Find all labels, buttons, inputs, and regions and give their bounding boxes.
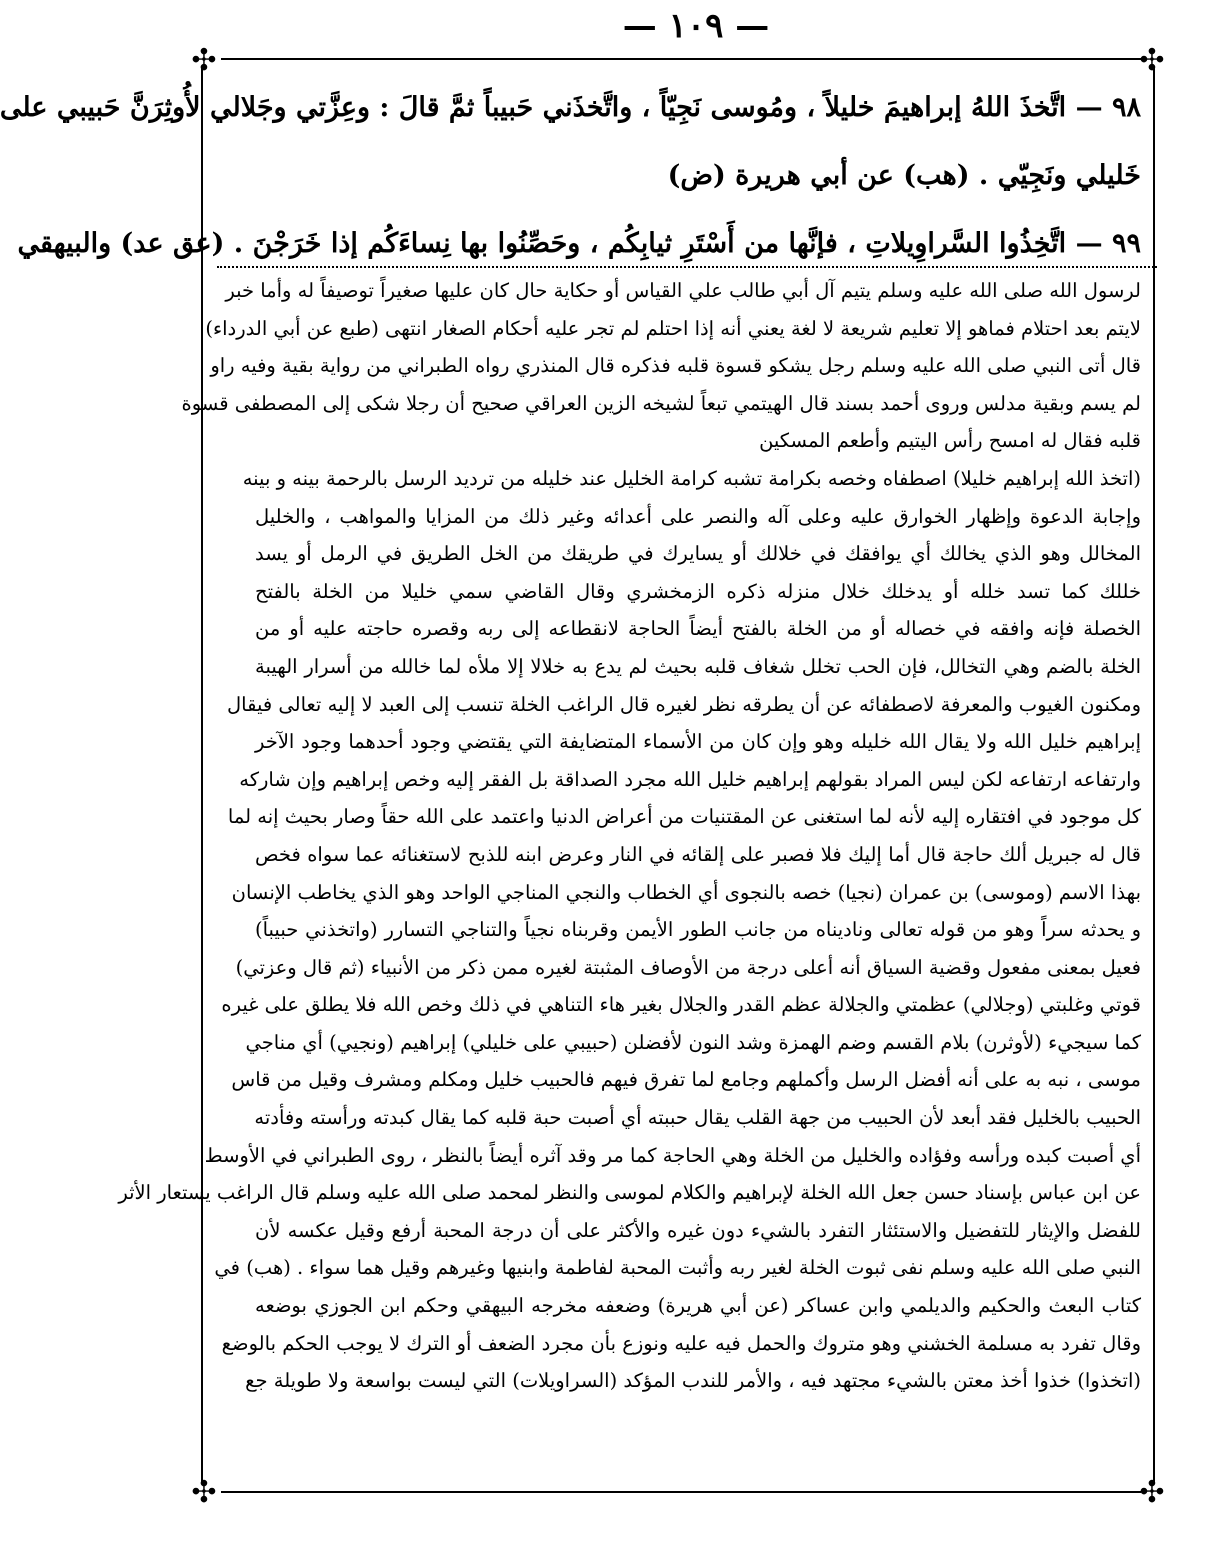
commentary-line: قوتي وغلبتي (وجلالي) عظمتي والجلالة عظم القدر والجلال بغير هاء التناهي في ذلك وخص الله فلا يطلق على غيره xyxy=(221,993,1141,1017)
commentary-line: (اتخذ الله إبراهيم خليلا) اصطفاه وخصه بكرامة تشبه كرامة الخليل عند خليله من ترديد الرسل بالرحمة بينه و بينه xyxy=(242,466,1141,490)
commentary-line: وقال تفرد به مسلمة الخشني وهو متروك والحمل فيه عليه ونوزع بأن مجرد الضعف أو الترك لا يوجب الحكم بالوضع xyxy=(221,1331,1141,1355)
commentary-line: لايتم بعد احتلام فماهو إلا تعليم شريعة لا لغة يعني أنه إذا احتلم لم تجر عليه أحكام الصغار انتهى (طبع عن أبي الدرداء) xyxy=(205,316,1141,340)
commentary-line: لرسول الله صلى الله عليه وسلم يتيم آل أبي طالب علي القياس أو حكاية حال كان عليها صغيراً توصيفاً له وأما خبر xyxy=(225,279,1141,302)
commentary-line: كتاب البعث والحكيم والديلمي وابن عساكر (عن أبي هريرة) وضعفه مخرجه البيهقي وحكم ابن الجوزي بوضعه xyxy=(255,1294,1141,1318)
commentary-line: المخالل وهو الذي يخالك أي يوافقك في خلالك أو يسايرك في طريقك من الخل الطريق في الرمل أو يسد xyxy=(255,542,1141,566)
commentary-line: لم يسم وبقية مدلس وروى أحمد بسند قال الهيتمي تبعاً لشيخه الزين العراقي صحيح أن رجلا شكى إلى المصطفى قسوة xyxy=(181,391,1141,415)
commentary-line: عن ابن عباس بإسناد حسن جعل الله الخلة لإبراهيم والكلام لموسى والنظر لمحمد صلى الله عليه وسلم قال الراغب يستعار الأثر xyxy=(118,1181,1141,1205)
commentary-line: أي أصبت كبده ورأسه وفؤاده والخليل من الخلة وهي الحاجة كما مر وقد آثره أيضاً بالنظر ، روى الطبراني في الأوسط xyxy=(204,1143,1141,1167)
frame-bottom-rule xyxy=(221,1491,1141,1493)
commentary-line: خللك كما تسد خلله أو يدخلك خلال منزله ذكره الزمخشري وقال القاضي سمي خليلا من الخلة بالفتح xyxy=(255,579,1141,603)
frame-top-rule xyxy=(221,58,1141,60)
corner-ornament-icon: ✣ xyxy=(1139,1475,1165,1510)
page-number: — ١٠٩ — xyxy=(622,6,770,46)
commentary-line: النبي صلى الله عليه وسلم نفى ثبوت الخلة لغير ربه وأثبت المحبة لفاطمة وابنيها وغيرهم وقيل هما سواء . (هب) في xyxy=(214,1256,1141,1280)
corner-ornament-icon: ✣ xyxy=(191,43,217,78)
commentary-block xyxy=(118,272,1141,1400)
commentary-line: كما سيجيء (لأوثرن) بلام القسم وضم الهمزة وشد النون لأفضلن (حبيبي على خليلي) إبراهيم (ونجيي) أي مناجي xyxy=(245,1030,1141,1054)
commentary-line: الخصلة فإنه وافقه في خصاله أو من الخلة بالفتح أيضاً الحاجة لانقطاعه إلى ربه وقصره حاجته عليه أو من xyxy=(255,617,1141,641)
frame-left-rule xyxy=(201,68,203,1483)
commentary-line: وارتفاعه ارتفاعه لكن ليس المراد بقولهم إبراهيم خليل الله مجرد الصداقة بل الفقر إليه وخص إبراهيم وإن شاركه xyxy=(239,767,1141,791)
commentary-line: كل موجود في افتقاره إليه لأنه لما استغنى عن المقتنيات من أعراض الدنيا واعتمد على الله حقاً وصار بحيث إنه لما xyxy=(227,805,1141,829)
frame-right-rule xyxy=(1153,68,1155,1483)
commentary-line: وإجابة الدعوة وإظهار الخوارق عليه وعلى آله والنصر على أعدائه وغير ذلك من المزايا والمواهب ، والخليل xyxy=(255,504,1141,528)
commentary-line: الخلة بالضم وهي التخالل، فإن الحب تخلل شغاف قلبه بحيث لم يدع به خلالا إلا ملأه لما خالله من أسرار الهيبة xyxy=(255,654,1141,678)
corner-ornament-icon: ✣ xyxy=(191,1475,217,1510)
hadith-line: ٩٨ — اتَّخذَ اللهُ إبراهيمَ خليلاً ، ومُوسى نَجِيّاً ، واتَّخذَني حَبيباً ثمَّ قالَ : وعِزَّتي وجَلالي لأُوثِرَنَّ حَبيبي على xyxy=(0,92,1141,123)
commentary-line: بهذا الاسم (وموسى) بن عمران (نجيا) خصه بالنجوى أي الخطاب والنجي المناجي الواحد وهو الذي يخاطب الإنسان xyxy=(231,880,1141,904)
commentary-line: و يحدثه سراً وهو من قوله تعالى وناديناه من جانب الطور الأيمن وقربناه نجياً والتناجي التسارر (واتخذني حبيباً) xyxy=(255,918,1141,942)
commentary-line: قلبه فقال له امسح رأس اليتيم وأطعم المسكين xyxy=(759,429,1141,453)
commentary-line: إبراهيم خليل الله ولا يقال الله خليله وهو وإن كان من الأسماء المتضايفة التي يقتضي وجود أحدهما وجود الآخر xyxy=(255,730,1141,754)
commentary-line: قال له جبريل ألك حاجة قال أما إليك فلا فصبر على إلقائه في النار وعرض ابنه للذبح لاستغنائه عما سواه فخص xyxy=(255,842,1141,866)
dotted-separator xyxy=(217,266,1157,268)
commentary-line: ومكنون الغيوب والمعرفة لاصطفائه عن أن يطرقه نظر لغيره قال الراغب الخلة تنسب إلى العبد لا إليه تعالى فيقال xyxy=(227,692,1141,716)
hadith-line: ٩٩ — اتَّخِذُوا السَّراوِيلاتِ ، فإنَّها من أَسْتَرِ ثيابِكُم ، وحَصِّنُوا بها نِساءَكُم إذا خَرَجْنَ . (عق عد) والبيهقي xyxy=(17,228,1141,259)
hadith-line: خَليلي ونَجِيّي . (هب) عن أبي هريرة (ض) xyxy=(667,160,1141,191)
commentary-line: فعيل بمعنى مفعول وقضية السياق أنه أعلى درجة من الأوصاف المثبتة لغيره ممن ذكر من الأنبياء (ثم قال وعزتي) xyxy=(235,955,1141,979)
hadith-text-block xyxy=(0,74,1141,278)
commentary-line: موسى ، نبه به على أنه أفضل الرسل وأكملهم وجامع لما تفرق فيهم فالحبيب خليل ومكلم ومشرف وقيل من قاس xyxy=(231,1068,1141,1092)
commentary-line: قال أتى النبي صلى الله عليه وسلم رجل يشكو قسوة قلبه فذكره قال المنذري رواه الطبراني من رواية بقية وفيه راو xyxy=(210,354,1141,378)
commentary-line: (اتخذوا) خذوا أخذ معتن بالشيء مجتهد فيه ، والأمر للندب المؤكد (السراويلات) التي ليست بواسعة ولا طويلة جع xyxy=(245,1369,1141,1393)
corner-ornament-icon: ✣ xyxy=(1139,43,1165,78)
commentary-line: للفضل والإيثار للتفضيل والاستئثار التفرد بالشيء دون غيره والأكثر على أن درجة المحبة أرفع وقيل عكسه لأن xyxy=(255,1218,1141,1242)
commentary-line: الحبيب بالخليل فقد أبعد لأن الحبيب من جهة القلب يقال حببته أي أصبت حبة قلبه كما يقال كبدته ورأسته وفأدته xyxy=(254,1106,1141,1130)
